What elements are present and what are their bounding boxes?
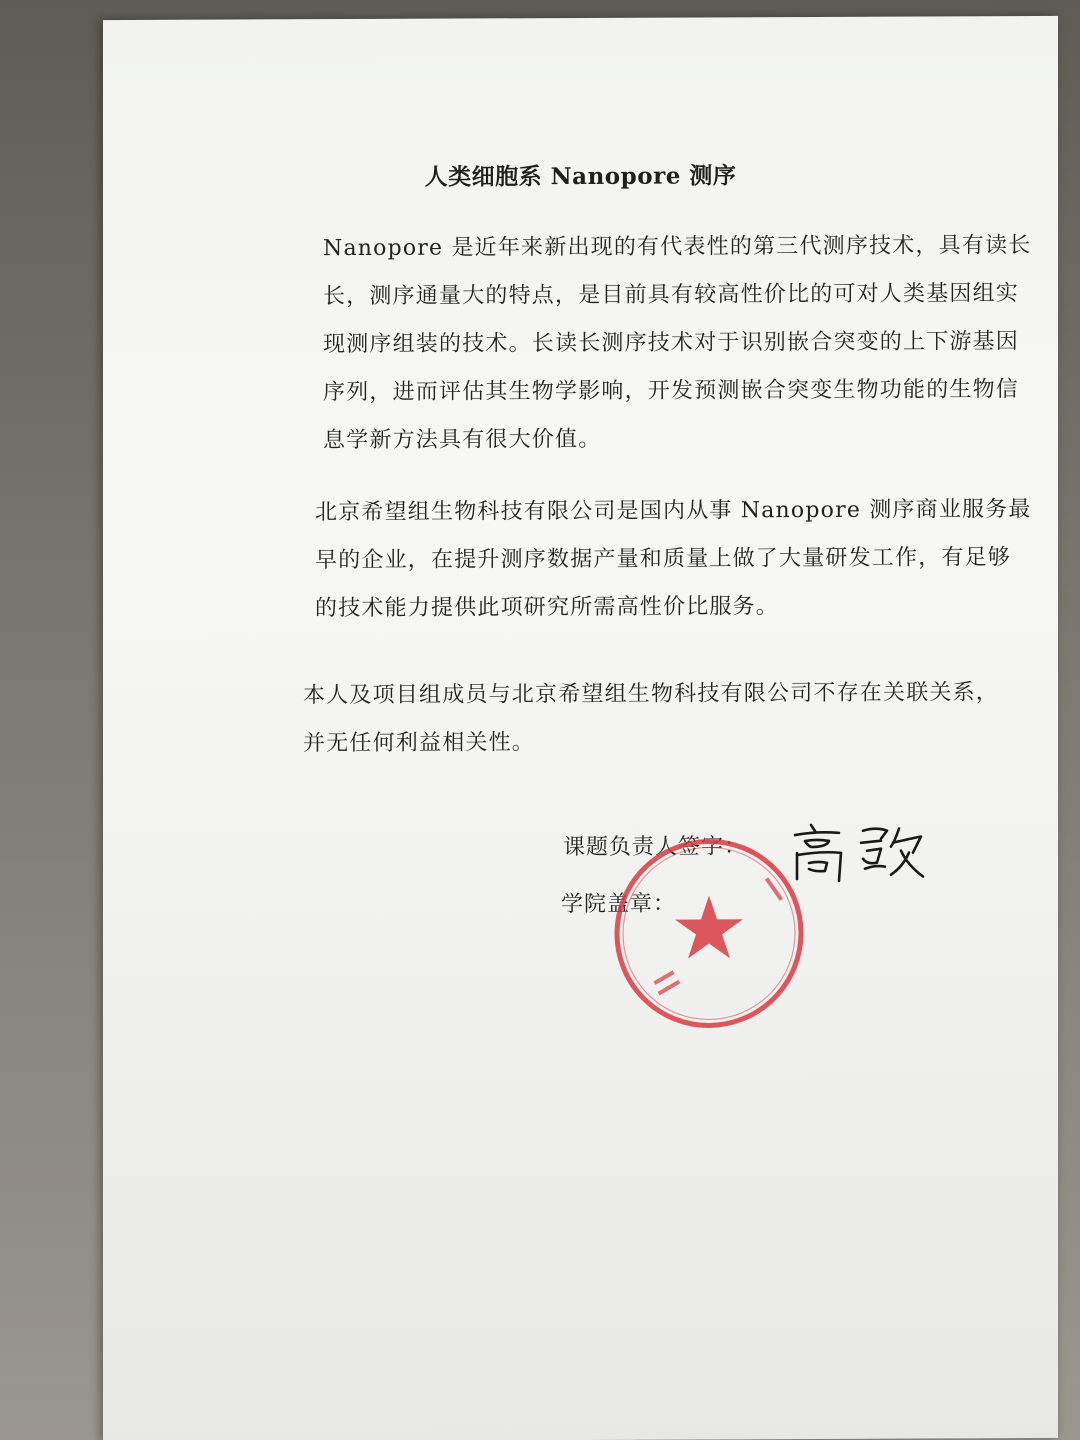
seal-label: 学院盖章： [561, 891, 677, 918]
paragraph-line: 息学新方法具有很大价值。 [323, 426, 602, 454]
paragraph-3 [303, 669, 999, 768]
document-page [103, 16, 1058, 1440]
paragraph-2 [315, 486, 1032, 633]
paragraph-line: 的技术能力提供此项研究所需高性价比服务。 [315, 594, 780, 622]
paragraph-line: Nanopore 是近年来新出现的有代表性的第三代测序技术，具有读长 [323, 233, 1032, 262]
paragraph-1 [323, 222, 1031, 465]
paragraph-line: 北京希望组生物科技有限公司是国内从事 Nanopore 测序商业服务最 [315, 497, 1032, 526]
institution-seal [611, 835, 807, 1032]
seal-star-icon [675, 895, 743, 958]
document-title: 人类细胞系 Nanopore 测序 [424, 162, 737, 191]
paragraph-line: 本人及项目组成员与北京希望组生物科技有限公司不存在关联关系， [303, 680, 1000, 709]
paragraph-line: 序列，进而评估其生物学影响，开发预测嵌合突变生物功能的生物信 [323, 377, 1020, 406]
paragraph-line: 并无任何利益相关性。 [303, 730, 536, 757]
paragraph-line: 长，测序通量大的特点，是目前具有较高性价比的可对人类基因组实 [323, 281, 1020, 310]
paragraph-line: 早的企业，在提升测序数据产量和质量上做了大量研发工作，有足够 [315, 545, 1012, 574]
paragraph-line: 现测序组装的技术。长读长测序技术对于识别嵌合突变的上下游基因 [323, 329, 1020, 358]
signature-label: 课题负责人签字： [563, 834, 748, 861]
